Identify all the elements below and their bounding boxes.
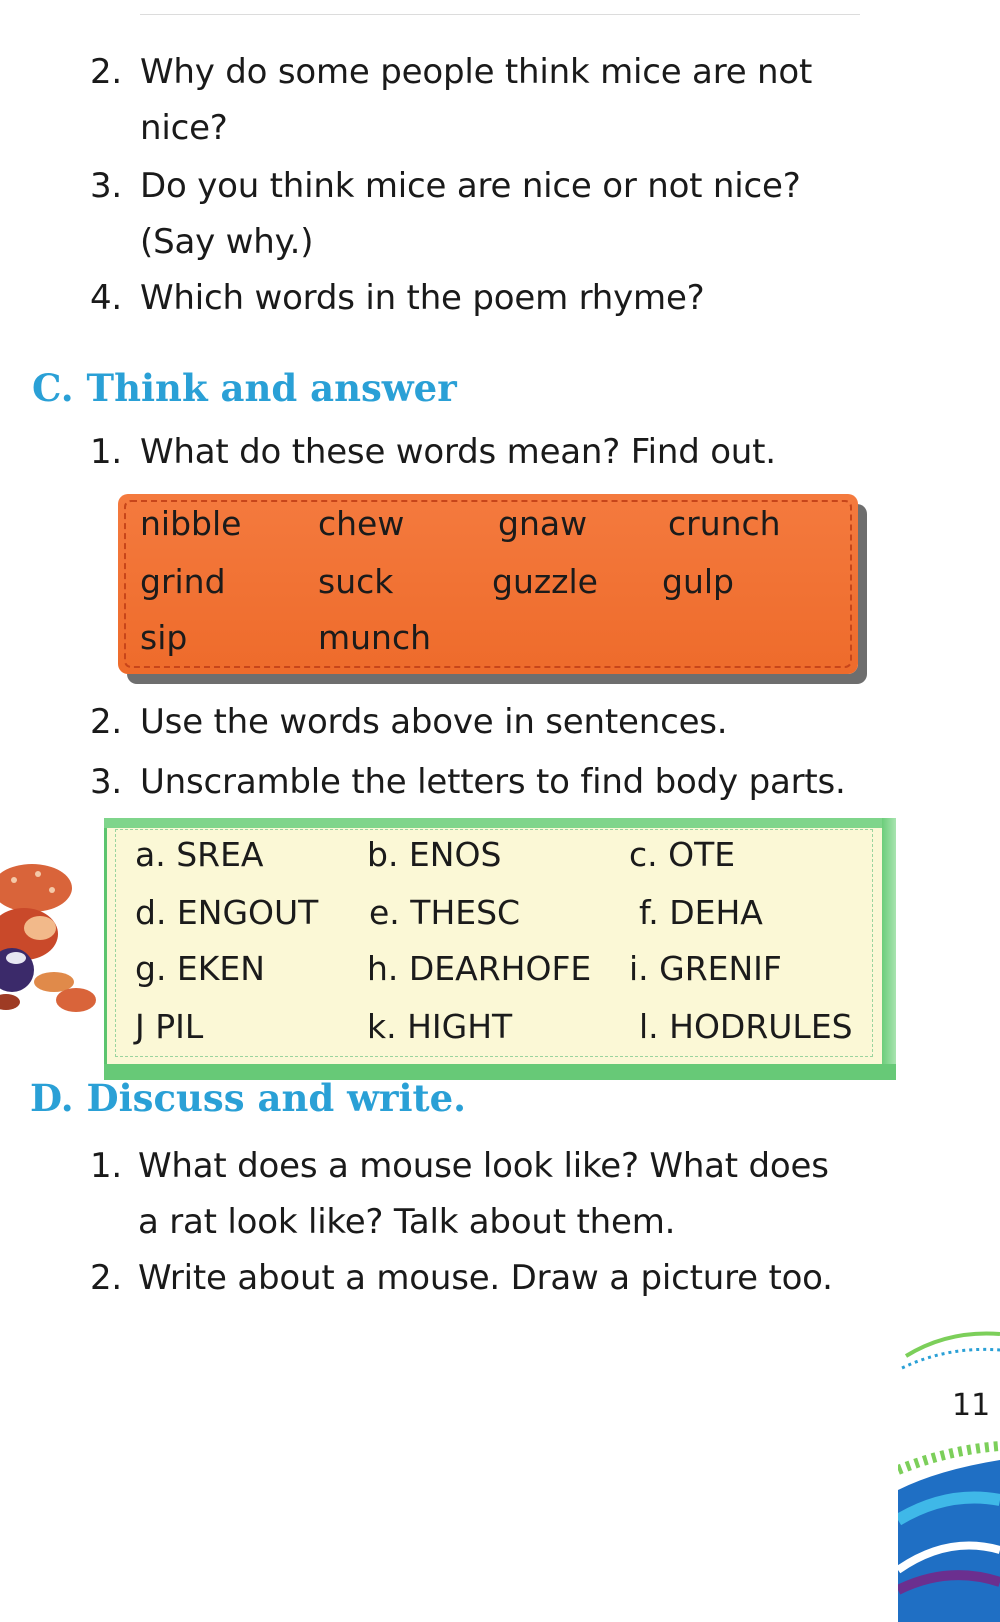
section-d-heading: D. Discuss and write. [30, 1076, 467, 1120]
scramble-item: a. SREA [135, 835, 264, 874]
question-d1 [90, 1144, 829, 1188]
word-item: gulp [662, 562, 734, 601]
box-band-right [882, 818, 896, 1080]
word-item: munch [318, 618, 432, 657]
question-number: 2. [90, 702, 123, 742]
word-item: suck [318, 562, 394, 601]
question-c1 [90, 430, 776, 474]
question-text: Which words in the poem rhyme? [140, 278, 705, 318]
question-text: What do these words mean? Find out. [140, 432, 776, 472]
scramble-item: f. DEHA [639, 893, 763, 932]
word-item: crunch [668, 504, 781, 543]
scramble-item: d. ENGOUT [135, 893, 319, 932]
top-rule [140, 14, 860, 15]
question-c2 [90, 700, 728, 744]
question-text: Write about a mouse. Draw a picture too. [138, 1258, 833, 1298]
question-number: 2. [90, 52, 123, 92]
scramble-box [104, 818, 896, 1080]
page-number: 11 [952, 1388, 991, 1423]
word-item: nibble [140, 504, 242, 543]
question-text: Do you think mice are nice or not nice? [140, 166, 801, 206]
word-item: sip [140, 618, 188, 657]
question-b3-line2: (Say why.) [140, 222, 314, 262]
question-number: 1. [90, 432, 123, 472]
question-b2 [90, 50, 813, 94]
word-item: chew [318, 504, 405, 543]
section-c-heading: C. Think and answer [32, 366, 457, 410]
word-item: gnaw [498, 504, 588, 543]
scramble-item: c. OTE [629, 835, 736, 874]
word-box [118, 494, 858, 674]
question-d2 [90, 1256, 833, 1300]
question-text: Why do some people think mice are not [140, 52, 813, 92]
question-text: Unscramble the letters to find body parts. [140, 762, 846, 802]
question-text: What does a mouse look like? What does [138, 1146, 829, 1186]
question-number: 3. [90, 166, 123, 206]
scramble-item: b. ENOS [367, 835, 502, 874]
question-number: 4. [90, 278, 123, 318]
scramble-item: J PIL [135, 1007, 204, 1046]
word-item: guzzle [492, 562, 598, 601]
question-d1-line2: a rat look like? Talk about them. [138, 1202, 676, 1242]
question-number: 3. [90, 762, 123, 802]
question-number: 2. [90, 1258, 123, 1298]
word-item: grind [140, 562, 226, 601]
scramble-item: h. DEARHOFE [367, 949, 592, 988]
question-text: Use the words above in sentences. [140, 702, 728, 742]
scramble-item: k. HIGHT [367, 1007, 513, 1046]
page-corner-decoration-icon [898, 1320, 1000, 1622]
box-band-top [104, 818, 896, 828]
scramble-item: g. EKEN [135, 949, 265, 988]
scramble-item: l. HODRULES [639, 1007, 853, 1046]
scramble-item: i. GRENIF [629, 949, 782, 988]
question-c3 [90, 760, 846, 804]
question-number: 1. [90, 1146, 123, 1186]
question-b4 [90, 276, 705, 320]
scramble-item: e. THESC [369, 893, 521, 932]
question-b3 [90, 164, 801, 208]
mouse-illustration-icon [0, 862, 104, 1022]
question-b2-line2: nice? [140, 108, 228, 148]
